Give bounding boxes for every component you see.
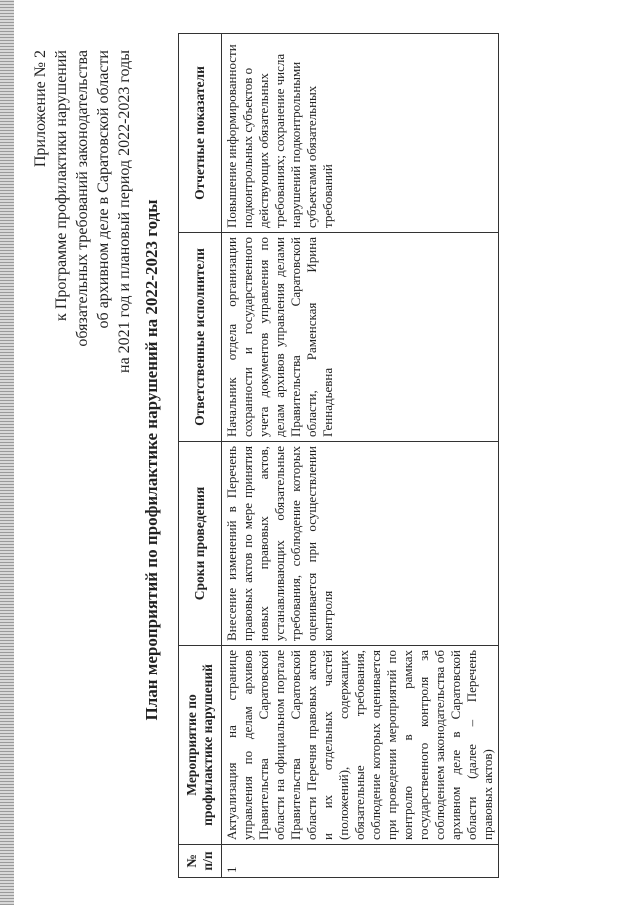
annex-line-5: на 2021 год и плановый период 2022-2023 годы <box>116 50 133 373</box>
header-indicators: Отчетные показатели <box>179 34 222 233</box>
header-number: № п/п <box>179 845 222 878</box>
annex-line-3: обязательных требований законодательства <box>74 50 91 347</box>
binding-edge <box>0 0 14 905</box>
header-executors: Ответственные исполнители <box>179 233 222 442</box>
document-title: План мероприятий по профилактике нарушений на 2022-2023 годы <box>142 199 161 721</box>
cell-indicators: Повышение информированности подконтрольных субъектов о действующих обязательных требованиях; сохранение числа нарушений подконтрольными субъектами обязательных требований <box>222 34 499 233</box>
annex-line-1: Приложение № 2 <box>32 50 49 168</box>
plan-table <box>178 33 499 878</box>
cell-activity: Актуализация на странице управления по делам архивов Правительства Саратовской области на официальном портале Правительства Саратовской области Перечня правовых актов и их отдельных частей (положений), содержащих обязательные требования, соблюдение которых оценивается при проведении мероприятий по контролю в рамках государственного контроля за соблюдением законодательства об архивном деле в Саратовской области (далее – Перечень правовых актов) <box>222 646 499 845</box>
annex-header <box>30 50 135 550</box>
annex-line-4: об архивном деле в Саратовской области <box>95 50 112 329</box>
cell-timing: Внесение изменений в Перечень правовых актов по мере принятия новых правовых актов, устанавливающих обязательные требования, соблюдение которых оценивается при осуществлении контроля <box>222 442 499 646</box>
table-header-row <box>179 34 222 878</box>
header-timing: Сроки проведения <box>179 442 222 646</box>
cell-number: 1 <box>222 845 499 878</box>
rotated-page <box>20 20 640 900</box>
cell-executors: Начальник отдела организации сохранности и государственного учета документов управления по делам архивов управления делами Правительства Саратовской области, Раменская Ирина Геннадьевна <box>222 233 499 442</box>
table-row <box>222 34 499 878</box>
annex-line-2: к Программе профилактики нарушений <box>53 50 70 321</box>
header-activity: Мероприятие по профилактике нарушений <box>179 646 222 845</box>
